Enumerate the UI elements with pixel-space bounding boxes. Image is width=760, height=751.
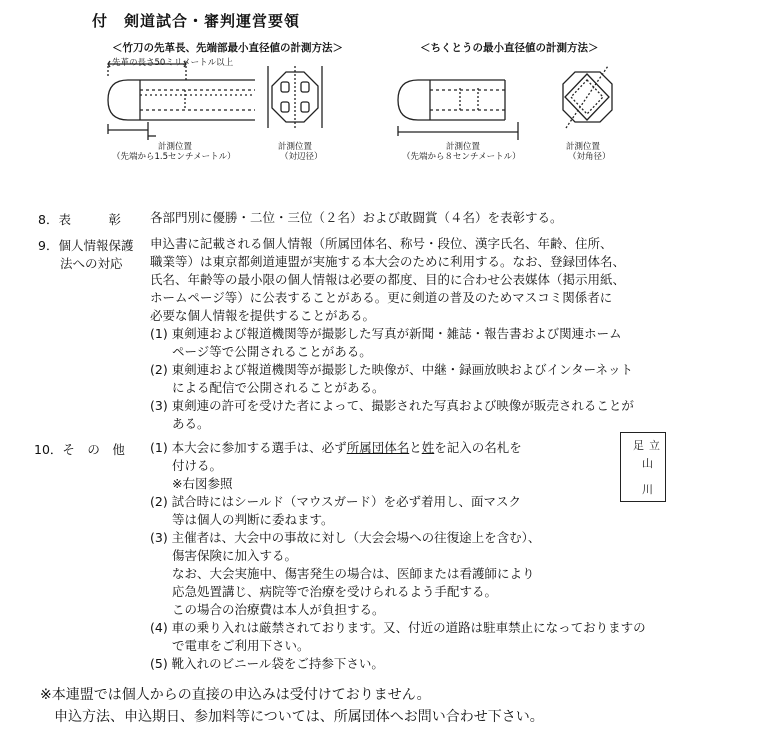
figure-left-caption: ＜竹刀の先革長、先端部最小直径値の計測方法＞ (112, 42, 343, 54)
name-tag-char: 山 (642, 457, 653, 470)
section10-line: なお、大会実施中、傷害発生の場合は、医師または看護師により (172, 566, 535, 581)
page-title: 付 剣道試合・審判運営要領 (92, 12, 301, 30)
item1-mid: と (409, 440, 422, 455)
figure-right-cross-label: 計測位置 (566, 142, 601, 152)
section10-line: ※右図参照 (172, 476, 233, 491)
section10-line: 等は個人の判断に委ねます。 (172, 512, 334, 527)
chikuto-cross-section-right (563, 66, 612, 128)
shinai-side-view-left (108, 61, 255, 140)
section8-label: 8．表 彰 (38, 212, 121, 227)
notice-line2: 申込方法、申込期日、参加料等については、所属団体へお問い合わせ下さい。 (54, 709, 544, 725)
section8-text: 各部門別に優勝・二位・三位（２名）および敢闘賞（４名）を表彰する。 (150, 210, 563, 225)
section10-item: (3) 主催者は、大会中の事故に対し（大会会場への往復途上を含む）、 (150, 530, 541, 545)
section10-line: で電車をご利用下さい。 (172, 638, 310, 653)
section10-line: 付ける。 (172, 458, 223, 473)
section9-line: 職業等）は東京都剣道連盟が実施する本大会のために利用する。なお、登録団体名、 (150, 254, 626, 269)
section10-line: この場合の治療費は本人が負担する。 (172, 602, 385, 617)
name-tag-char: 足 (633, 439, 644, 452)
section9-line: ホームページ等）に公表することがある。更に剣道の普及のためマスコミ関係者に (150, 290, 613, 305)
figure-left-length-note: 先革の長さ50ミリメートル以上 (112, 58, 234, 68)
section10-item: (2) 試合時にはシールド（マウスガード）を必ず着用し、面マスク (150, 494, 522, 509)
figure-right-measure-label: 計測位置 (446, 142, 481, 152)
item1-suffix: を記入の名札を (434, 440, 522, 455)
figure-right-measure-note: （先端から８センチメートル） (402, 152, 521, 162)
section9-line: 氏名、年齢等の最小限の個人情報は必要の都度、目的に合わせ公表媒体（掲示用紙、 (150, 272, 626, 287)
section9-label-line2: 法への対応 (60, 256, 123, 271)
section9-item-cont: ページ等で公開されることがある。 (172, 344, 372, 359)
item1-underline-surname: 姓 (421, 440, 435, 455)
shinai-cross-section-left (268, 66, 322, 130)
section9-line: 申込書に記載される個人情報（所属団体名、称号・段位、漢字氏名、年齢、住所、 (150, 236, 613, 251)
item1-prefix: (1) 本大会に参加する選手は、必ず (150, 440, 347, 455)
section10-item1 (150, 439, 522, 457)
section10-label: 10．そ の 他 (34, 442, 125, 457)
notice-line1: ※本連盟では個人からの直接の申込みは受付けておりません。 (40, 687, 431, 703)
section10-line: 応急処置講じ、病院等で治療を受けられるよう手配する。 (172, 584, 498, 599)
section10-line: 傷害保険に加入する。 (172, 548, 298, 563)
section10-item: (5) 靴入れのビニール袋をご持参下さい。 (150, 656, 384, 671)
figure-left-cross-note: （対辺径） (280, 152, 323, 162)
section9-label-line1: 9．個人情報保護 (38, 238, 134, 253)
section9-item: (1) 東剣連および報道機関等が撮影した写真が新聞・雑誌・報告書および関連ホーム (150, 326, 622, 341)
section9-item: (2) 東剣連および報道機関等が撮影した映像が、中継・録画放映およびインターネット (150, 362, 634, 377)
item1-underline-org: 所属団体名 (346, 440, 410, 455)
figure-left-measure-note: （先端から1.5センチメートル） (112, 152, 236, 162)
figure-left-cross-label: 計測位置 (278, 142, 313, 152)
figure-left-measure-label: 計測位置 (158, 142, 193, 152)
section10-item: (4) 車の乗り入れは厳禁されております。又、付近の道路は駐車禁止になっておりますの (150, 620, 646, 635)
figure-right-caption: ＜ちくとうの最小直径値の計測方法＞ (420, 42, 599, 54)
name-tag-char: 立 (649, 439, 660, 452)
section9-item: (3) 東剣連の許可を受けた者によって、撮影された写真および映像が販売されることが (150, 398, 634, 413)
chikuto-side-view-right (398, 80, 518, 140)
section9-item-cont: による配信で公開されることがある。 (172, 380, 385, 395)
figure-right-cross-note: （対角径） (568, 152, 611, 162)
name-tag-example (620, 432, 666, 502)
section9-item-cont: ある。 (172, 416, 210, 431)
section9-line: 必要な個人情報を提供することがある。 (150, 308, 376, 323)
name-tag-char: 川 (642, 483, 653, 496)
